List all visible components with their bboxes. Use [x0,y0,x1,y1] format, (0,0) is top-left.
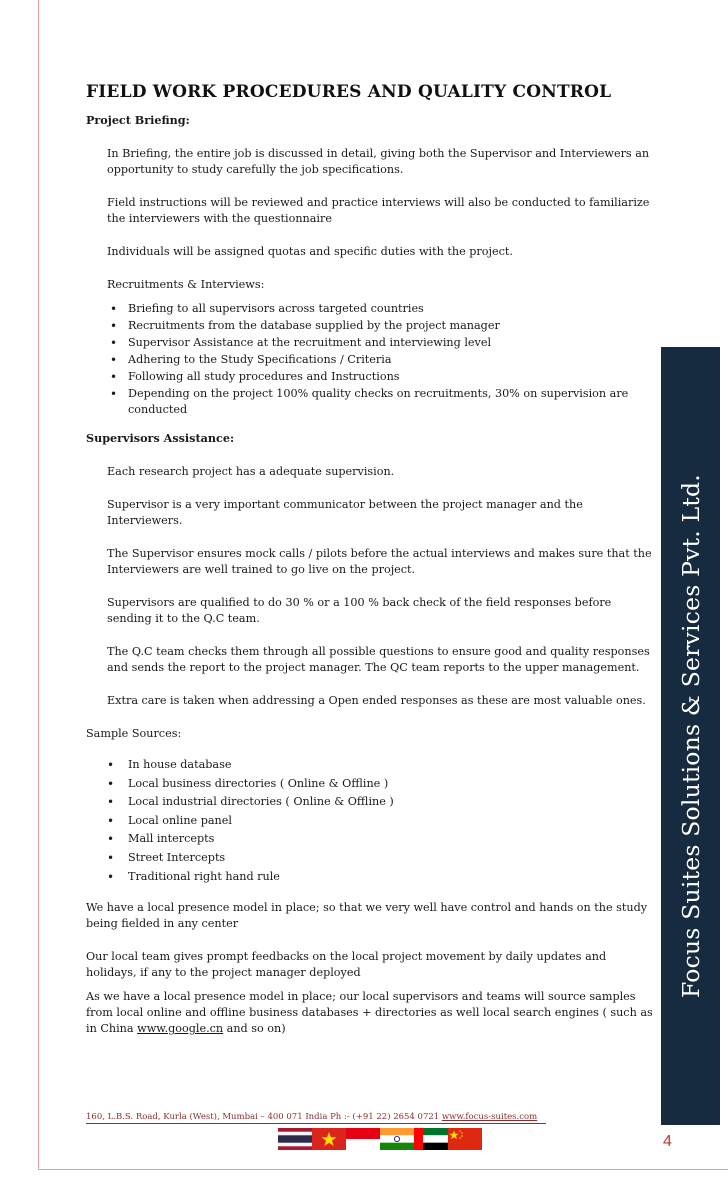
company-name: Focus Suites Solutions & Services Pvt. Ltd. [676,474,705,998]
closing-paragraph [86,989,656,1037]
page-title: FIELD WORK PROCEDURES AND QUALITY CONTROL [86,82,612,102]
supervisors-heading: Supervisors Assistance: [86,431,235,445]
list-item: • Traditional right hand rule [86,868,656,887]
google-cn-link[interactable]: www.google.cn [137,1022,224,1036]
china-flag-icon [448,1128,482,1150]
page-border-bottom [38,1169,728,1170]
vietnam-flag-icon [312,1128,346,1150]
briefing-paragraph: Field instructions will be reviewed and practice interviews will also be conducted to familiarize the interviewers with the questionnaire [107,196,650,225]
supervisors-paragraph: Extra care is taken when addressing a Open ended responses as these are most valuable ones. [107,694,646,707]
list-item: • Briefing to all supervisors across targeted countries [86,301,656,317]
supervisors-section [86,464,656,709]
india-flag-icon [380,1128,414,1150]
indonesia-flag-icon [346,1128,380,1150]
list-item: • Local industrial directories ( Online & Offline ) [86,793,656,812]
list-item: • Local business directories ( Online & Offline ) [86,775,656,794]
page-content [86,84,656,1054]
company-sidebar-banner [661,347,720,1125]
page-number: 4 [663,1133,672,1150]
project-briefing-section [86,146,656,293]
supervisors-paragraph: Supervisors are qualified to do 30 % or a 100 % back check of the field responses before sending it to the Q.C team. [107,596,612,625]
footer-website-link[interactable]: www.focus-suites.com [441,1112,538,1122]
supervisors-paragraph: The Supervisor ensures mock calls / pilots before the actual interviews and makes sure that the Interviewers are well trained to go live on the project. [107,547,652,576]
briefing-paragraph: In Briefing, the entire job is discussed in detail, giving both the Supervisor and Interviewers an opportunity to study carefully the job specifications. [107,147,650,176]
country-flags [278,1128,482,1150]
closing-text: and so on) [223,1022,286,1036]
briefing-paragraph: Individuals will be assigned quotas and specific duties with the project. [107,245,513,258]
sample-sources-heading: Sample Sources: [86,727,182,740]
list-item: • Depending on the project 100% quality checks on recruitments, 30% on supervision are conducted [86,386,656,418]
uae-flag-icon [414,1128,448,1150]
list-item: • Supervisor Assistance at the recruitment and interviewing level [86,335,656,351]
closing-paragraph: Our local team gives prompt feedbacks on the local project movement by daily updates and holidays, if any to the project manager deployed [86,950,607,980]
closing-text: As we have a local presence model in place; our local supervisors and teams will source samples from local online and offline business databases + directories as well local search engines ( such as in China [86,990,653,1036]
page-border-left [38,0,39,1170]
closing-paragraph: We have a local presence model in place; so that we very well have control and hands on the study being fielded in any center [86,901,648,931]
project-briefing-heading: Project Briefing: [86,113,190,127]
list-item: • Mall intercepts [86,830,656,849]
thailand-flag-icon [278,1128,312,1150]
footer-address [86,1112,546,1124]
footer-address-text: 160, L.B.S. Road, Kurla (West), Mumbai – 400 071 India Ph :- (+91 22) 2654 0721 [86,1112,442,1122]
sample-sources-list [86,756,656,886]
recruitment-list [86,301,656,418]
list-item: • Adhering to the Study Specifications / Criteria [86,352,656,368]
list-item: • Street Intercepts [86,849,656,868]
supervisors-paragraph: The Q.C team checks them through all possible questions to ensure good and quality responses and sends the report to the project manager. The QC team reports to the upper management. [107,645,650,674]
list-item: • In house database [86,756,656,775]
list-item: • Local online panel [86,812,656,831]
supervisors-paragraph: Supervisor is a very important communicator between the project manager and the Interviewers. [107,498,583,527]
list-item: • Recruitments from the database supplied by the project manager [86,318,656,334]
recruitments-heading: Recruitments & Interviews: [107,278,265,291]
supervisors-paragraph: Each research project has a adequate supervision. [107,465,395,478]
list-item: • Following all study procedures and Instructions [86,369,656,385]
